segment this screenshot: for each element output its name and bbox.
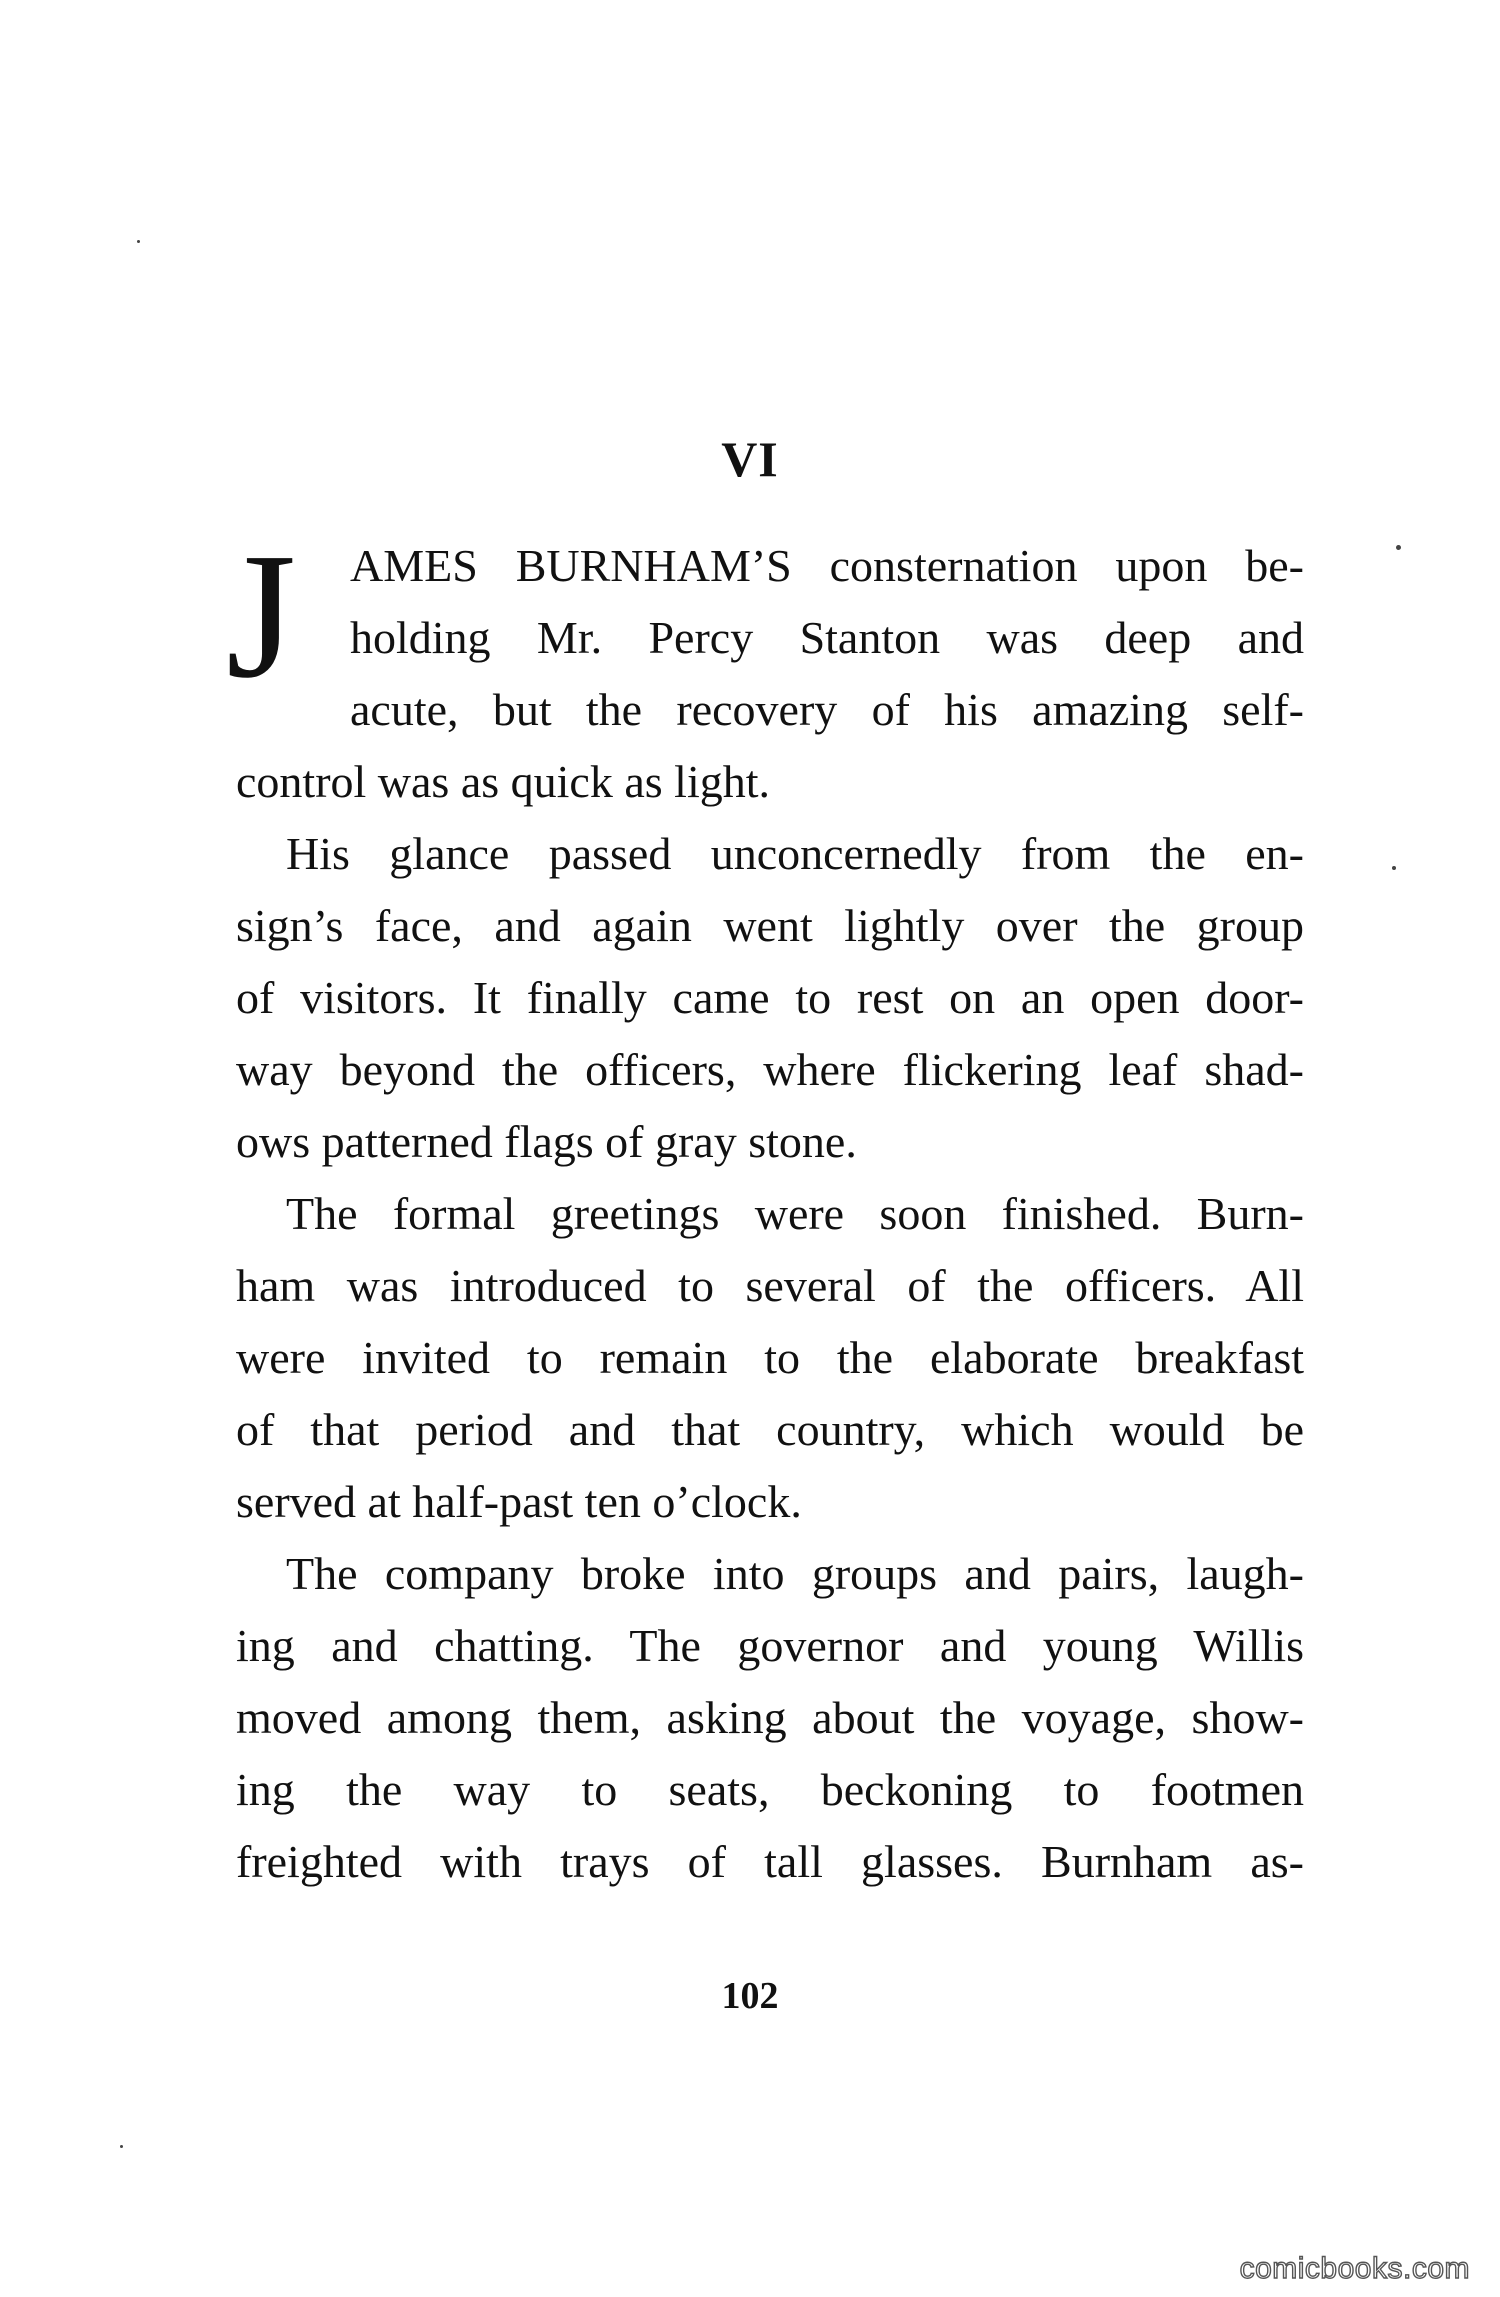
- text-line: were invited to remain to the elaborate breakfast: [236, 1332, 1304, 1383]
- text-line: ing the way to seats, beckoning to footmen: [236, 1764, 1304, 1815]
- watermark: comicbooks.com: [1239, 2252, 1470, 2285]
- text-line: sign’s face, and again went lightly over the group: [236, 900, 1304, 951]
- scan-speck: [137, 240, 140, 243]
- text-line: AMES BURNHAM’S consternation upon be-: [350, 540, 1304, 591]
- text-line: of visitors. It finally came to rest on an open door-: [236, 972, 1304, 1023]
- paragraph: [236, 1538, 1304, 1898]
- scan-speck: [1392, 866, 1396, 870]
- text-line: acute, but the recovery of his amazing self-: [350, 684, 1304, 735]
- text-line: ing and chatting. The governor and young Willis: [236, 1620, 1304, 1671]
- text-line: moved among them, asking about the voyage, show-: [236, 1692, 1304, 1743]
- text-line: served at half-past ten o’clock.: [236, 1476, 802, 1527]
- text-line: His glance passed unconcernedly from the en-: [286, 828, 1304, 879]
- drop-cap-letter: J: [226, 516, 297, 715]
- paragraph: [236, 1178, 1304, 1538]
- text-line: ows patterned flags of gray stone.: [236, 1116, 857, 1167]
- page-number: 102: [721, 1975, 779, 2017]
- text-line: ham was introduced to several of the officers. All: [236, 1260, 1304, 1311]
- text-line: holding Mr. Percy Stanton was deep and: [350, 612, 1304, 663]
- text-line: control was as quick as light.: [236, 756, 771, 807]
- body-text: [236, 530, 1304, 1898]
- scan-speck: [1396, 545, 1401, 550]
- paragraph: [236, 530, 1304, 818]
- text-line: The company broke into groups and pairs, laugh-: [286, 1548, 1304, 1599]
- text-line: way beyond the officers, where flickering leaf shad-: [236, 1044, 1304, 1095]
- text-line: of that period and that country, which would be: [236, 1404, 1304, 1455]
- text-line: freighted with trays of tall glasses. Burnham as-: [236, 1836, 1304, 1887]
- scan-speck: [120, 2145, 123, 2148]
- chapter-heading: VI: [721, 431, 779, 487]
- text-line: The formal greetings were soon finished. Burn-: [286, 1188, 1304, 1239]
- paragraph: [236, 818, 1304, 1178]
